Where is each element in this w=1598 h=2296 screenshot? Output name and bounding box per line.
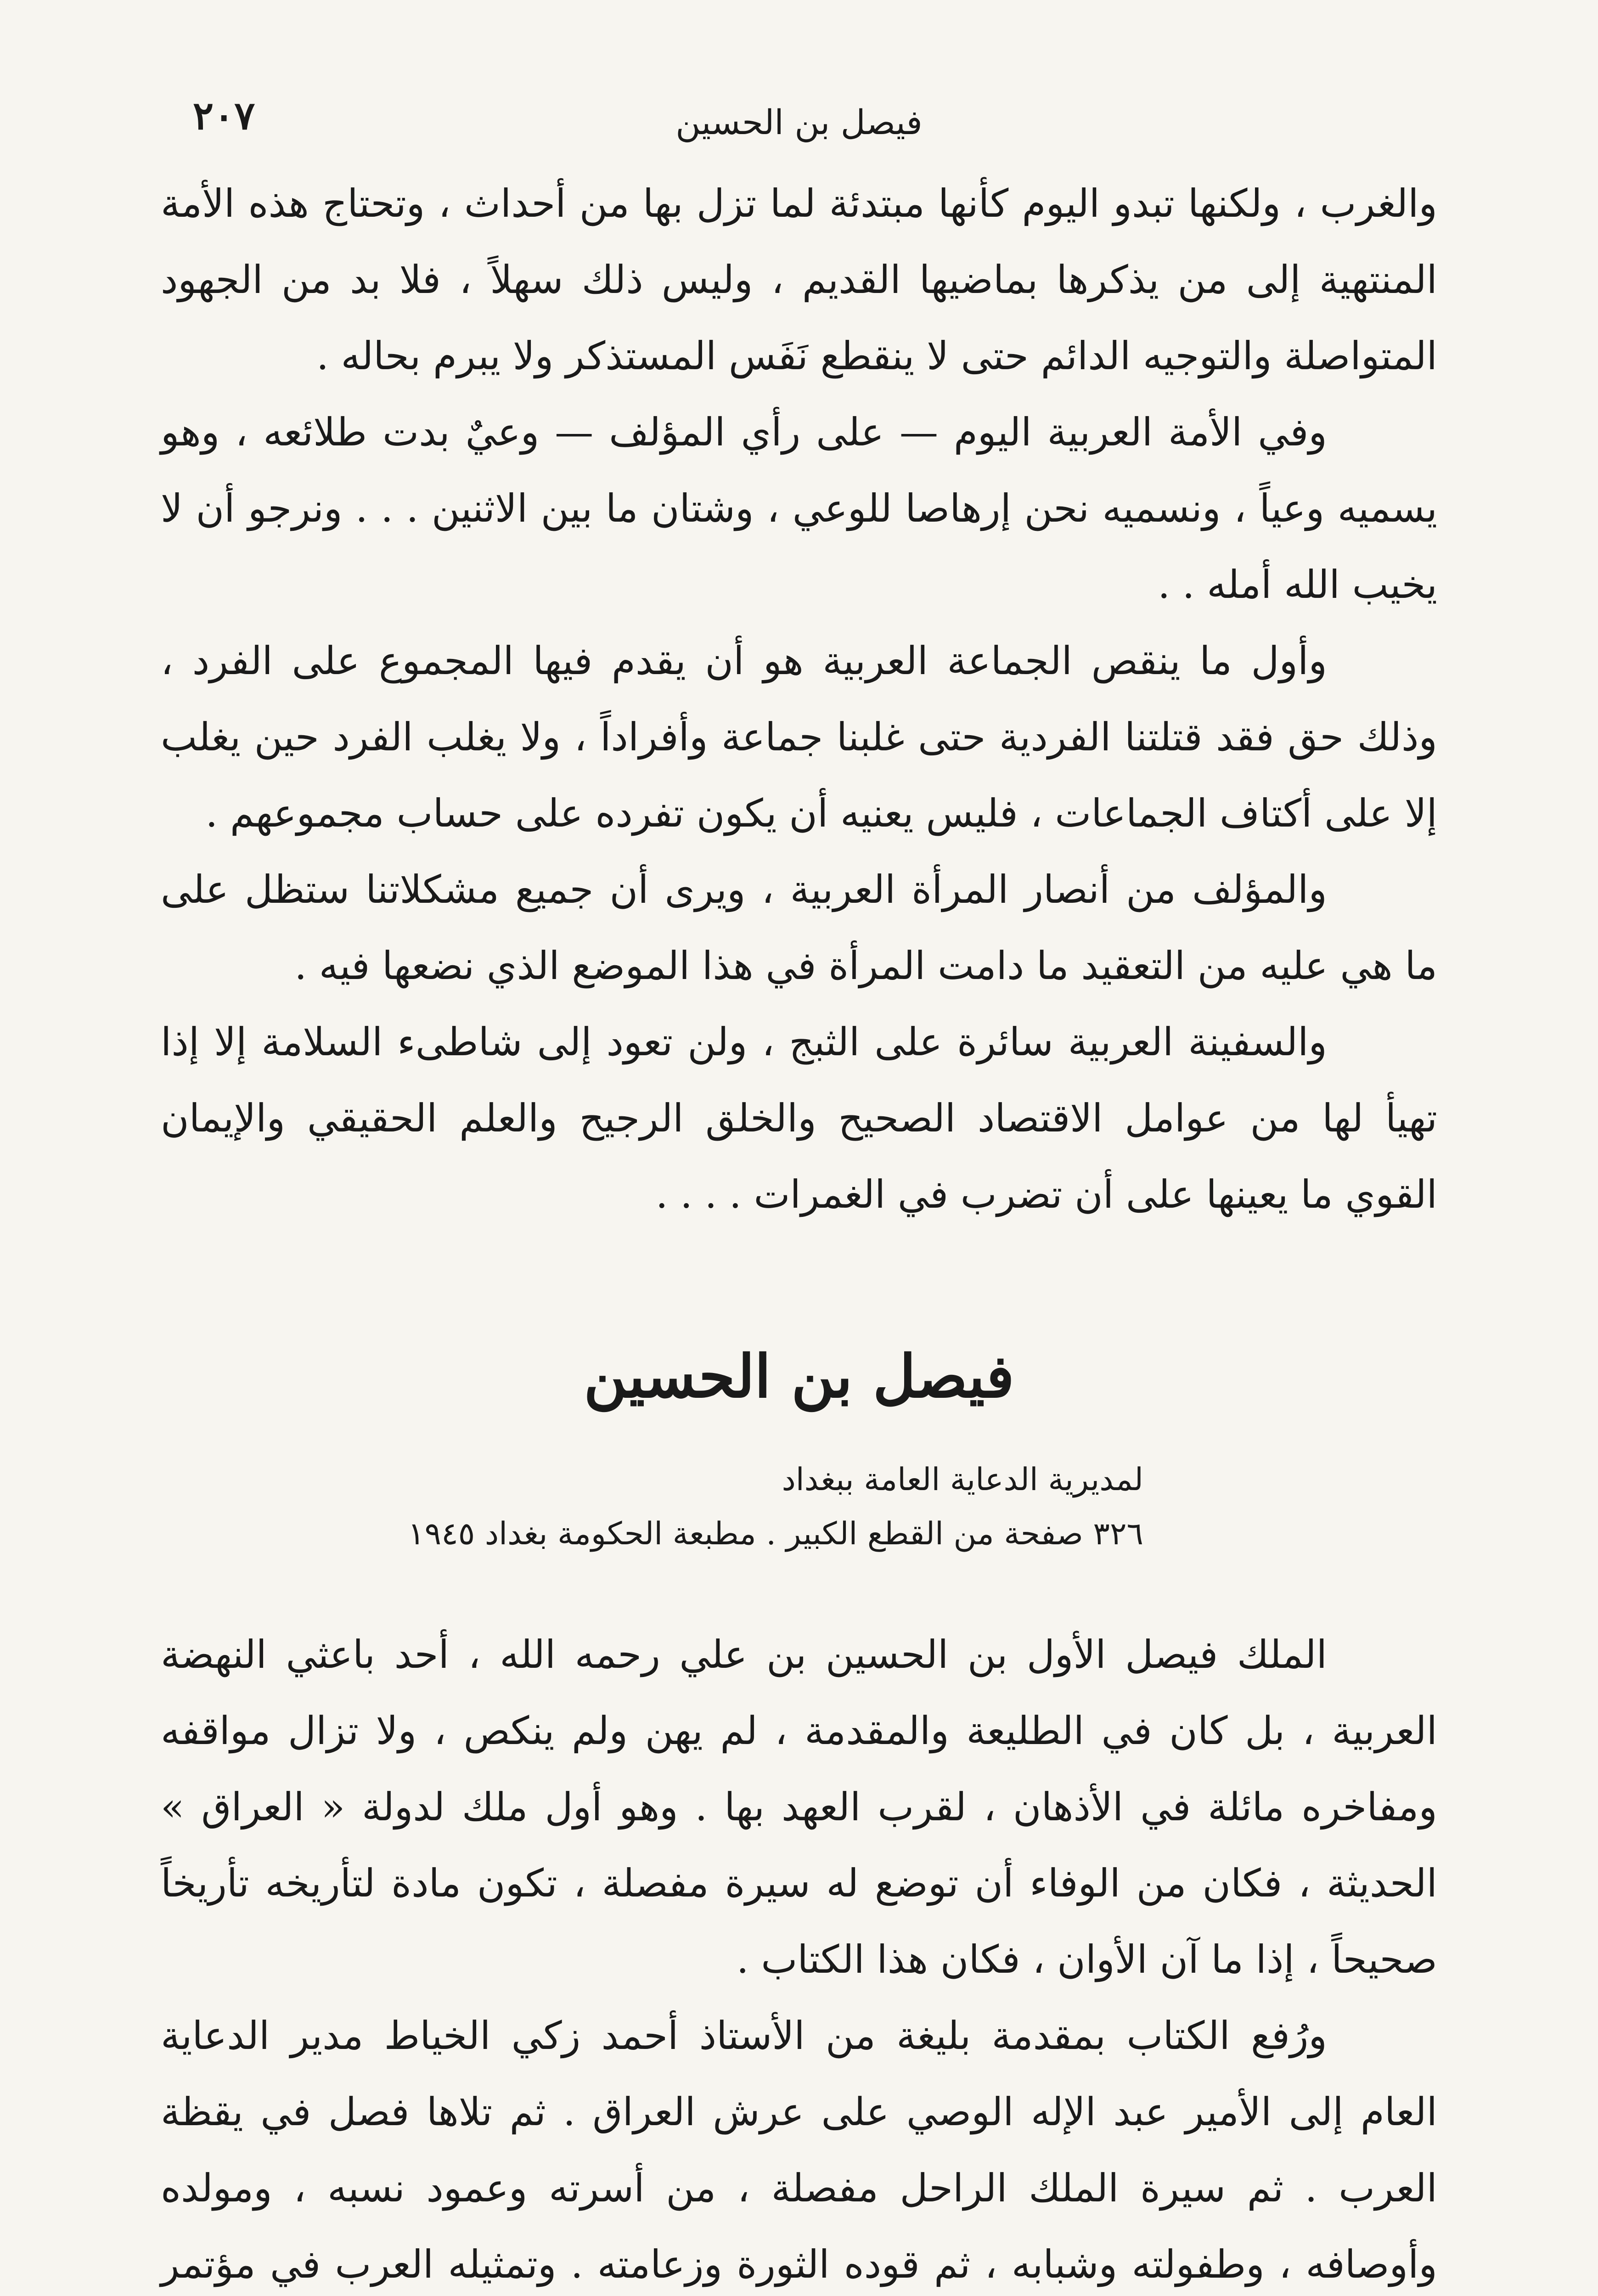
paragraph: والمؤلف من أنصار المرأة العربية ، ويرى أن جميع مشكلاتنا ستظل على ما هي عليه من التعقيد ما دامت المرأة في هذا الموضع الذي نضعها فيه .: [161, 867, 1437, 988]
paragraph: والسفينة العربية سائرة على الثبج ، ولن تعود إلى شاطىء السلامة إلا إذا تهيأ لها من عوامل الاقتصاد الصحيح والخلق الرجيح والعلم الحقيقي والإيمان القوي ما يعينها على أن تضرب في الغمرات . . . .: [161, 1019, 1437, 1217]
paragraph: وفي الأمة العربية اليوم — على رأي المؤلف — وعيٌ بدت طلائعه ، وهو يسميه وعياً ، ونسميه نحن إرهاصا للوعي ، وشتان ما بين الاثنين . . . ونرجو أن لا يخيب الله أمله . .: [161, 410, 1437, 607]
book-details: ٣٢٦ صفحة من القطع الكبير . مطبعة الحكومة بغداد ١٩٤٥: [408, 1516, 1143, 1552]
book-title: فيصل بن الحسين: [584, 1342, 1014, 1411]
book-page: [161, 87, 1437, 2296]
book-meta: [161, 1453, 1437, 1561]
page-number: ٢٠٧: [193, 93, 255, 138]
running-title: فيصل بن الحسين: [675, 103, 923, 142]
section-gap: [161, 1232, 1437, 1347]
paragraph: وأول ما ينقص الجماعة العربية هو أن يقدم فيها المجموع على الفرد ، وذلك حق فقد قتلتنا الفردية حتى غلبنا جماعة وأفراداً ، ولا يغلب الفرد حين يغلب إلا على أكتاف الجماعات ، فليس يعنيه أن يكون تفرده على حساب مجموعهم .: [161, 638, 1438, 836]
book-review: [161, 1342, 1437, 2296]
review-continuation: [161, 165, 1437, 1232]
paragraph: الملك فيصل الأول بن الحسين بن علي رحمه الله ، أحد باعثي النهضة العربية ، بل كان في الطليعة والمقدمة ، لم يهن ولم ينكص ، ولا تزال مواقفه ومفاخره مائلة في الأذهان ، لقرب العهد بها . وهو أول ملك لدولة « العراق » الحديثة ، فكان من الوفاء أن توضع له سيرة مفصلة ، تكون مادة لتأريخه تأريخاً صحيحاً ، إذا ما آن الأوان ، فكان هذا الكتاب .: [161, 1632, 1437, 1982]
book-publisher: لمديرية الدعاية العامة ببغداد: [782, 1462, 1143, 1498]
paragraph: ورُفع الكتاب بمقدمة بليغة من الأستاذ أحمد زكي الخياط مدير الدعاية العام إلى الأمير عبد الإله الوصي على عرش العراق . ثم تلاها فصل في يقظة العرب . ثم سيرة الملك الراحل مفصلة ، من أسرته وعمود نسبه ، ومولده وأوصافه ، وطفولته وشبابه ، ثم قوده الثورة وزعامته . وتمثيله العرب في مؤتمر: [161, 2013, 1437, 2287]
paragraph: والغرب ، ولكنها تبدو اليوم كأنها مبتدئة لما تزل بها من أحداث ، وتحتاج هذه الأمة المنتهية إلى من يذكرها بماضيها القديم ، وليس ذلك سهلاً ، فلا بد من الجهود المتواصلة والتوجيه الدائم حتى لا ينقطع نَفَس المستذكر ولا يبرم بحاله .: [161, 181, 1438, 378]
page-header: [161, 87, 1437, 165]
